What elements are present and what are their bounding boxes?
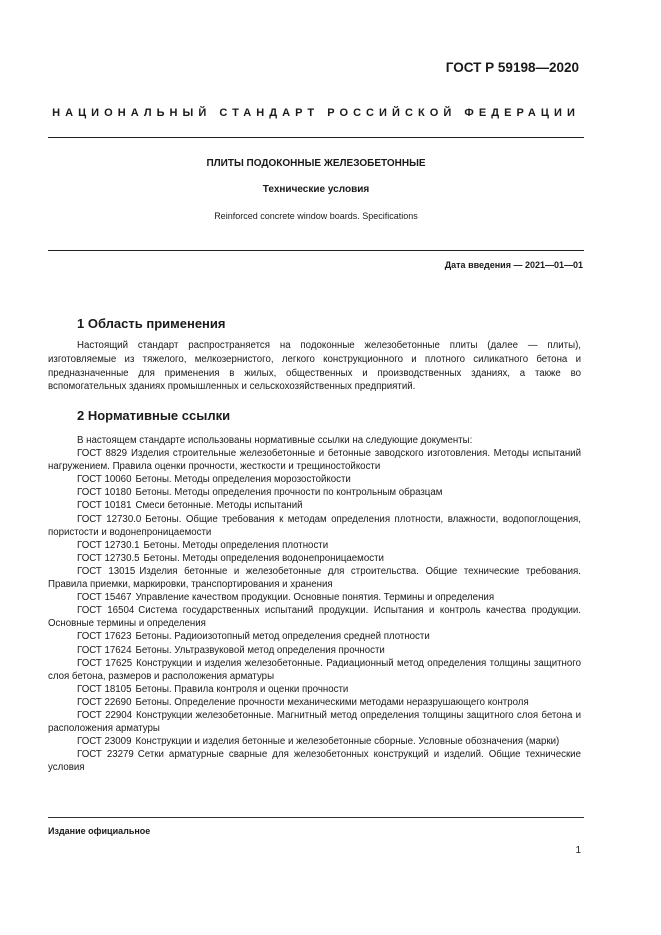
reference-title: Бетоны. Радиоизотопный метод определения средней плотности bbox=[135, 631, 430, 643]
page-number: 1 bbox=[575, 845, 581, 856]
reference-code: ГОСТ 22690 bbox=[77, 696, 132, 708]
reference-title: Бетоны. Общие требования к методам определения плотности, влажности, водопоглощения, пористости и водонепроницаемости bbox=[48, 513, 581, 538]
reference-item bbox=[48, 513, 581, 539]
reference-title: Смеси бетонные. Методы испытаний bbox=[135, 500, 303, 512]
reference-title: Сетки арматурные сварные для железобетонных конструкций и изделий. Общие технические условия bbox=[48, 749, 581, 774]
reference-item bbox=[48, 499, 581, 512]
standard-number: ГОСТ Р 59198—2020 bbox=[445, 60, 579, 75]
reference-code: ГОСТ 10181 bbox=[77, 500, 132, 512]
reference-item bbox=[48, 683, 581, 696]
section-1-text: Настоящий стандарт распространяется на подоконные железобетонные плиты (далее — плиты), изготовляемые из тяжелого, мелкозернистого, легкого конструкционного и плотного силикатного бетона и предназначенные для применения в жилых, общественных и производственных зданиях, а также во вспомогательных зданиях промышленных и сельскохозяйственных предприятий. bbox=[48, 340, 581, 393]
section-1-heading: 1 Область применения bbox=[77, 316, 226, 331]
document-title: ПЛИТЫ ПОДОКОННЫЕ ЖЕЛЕЗОБЕТОННЫЕ bbox=[206, 158, 426, 169]
national-standard-banner: НАЦИОНАЛЬНЫЙ СТАНДАРТ РОССИЙСКОЙ ФЕДЕРАЦИИ bbox=[52, 107, 580, 119]
document-subtitle: Технические условия bbox=[262, 184, 370, 195]
reference-title: Управление качеством продукции. Основные понятия. Термины и определения bbox=[135, 592, 495, 604]
reference-item bbox=[48, 657, 581, 683]
reference-title: Бетоны. Методы определения морозостойкости bbox=[135, 474, 351, 486]
reference-title: Конструкции железобетонные. Магнитный метод определения толщины защитного слоя бетона и расположения арматуры bbox=[48, 709, 582, 735]
reference-title: Бетоны. Определение прочности механическими методами неразрушающего контроля bbox=[135, 696, 529, 708]
reference-title: Конструкции и изделия бетонные и железобетонные сборные. Условные обозначения (марки) bbox=[135, 736, 560, 748]
reference-item bbox=[48, 735, 581, 748]
reference-code: ГОСТ 17623 bbox=[77, 631, 132, 643]
reference-title: Бетоны. Правила контроля и оценки прочности bbox=[135, 683, 349, 695]
reference-item bbox=[48, 565, 581, 591]
reference-item bbox=[48, 604, 581, 630]
introduction-date: Дата введения — 2021—01—01 bbox=[444, 260, 583, 270]
reference-code: ГОСТ 12730.1 bbox=[77, 539, 140, 551]
title-divider bbox=[48, 250, 584, 251]
reference-item bbox=[48, 591, 581, 604]
reference-item bbox=[48, 709, 581, 735]
reference-title: Изделия бетонные и железобетонные для строительства. Общие технические требования. Правила приемки, маркировки, транспортирования и хранения bbox=[48, 565, 581, 591]
reference-title: Конструкции и изделия железобетонные. Радиационный метод определения толщины защитного слоя бетона, размеров и расположения арматуры bbox=[48, 657, 581, 682]
reference-item bbox=[48, 644, 581, 657]
document-english-title: Reinforced concrete window boards. Specifications bbox=[214, 211, 418, 221]
reference-title: Бетоны. Методы определения плотности bbox=[143, 539, 329, 551]
reference-code: ГОСТ 10180 bbox=[77, 487, 132, 499]
reference-code: ГОСТ 15467 bbox=[77, 592, 132, 604]
reference-code: ГОСТ 23279 bbox=[77, 749, 134, 761]
reference-title: Бетоны. Методы определения водонепроницаемости bbox=[143, 552, 384, 564]
normative-references bbox=[48, 434, 581, 774]
section-2-heading: 2 Нормативные ссылки bbox=[77, 408, 231, 423]
references-intro: В настоящем стандарте использованы нормативные ссылки на следующие документы: bbox=[77, 435, 473, 446]
reference-item bbox=[48, 447, 581, 473]
reference-code: ГОСТ 16504 bbox=[77, 605, 135, 617]
top-divider bbox=[48, 137, 584, 138]
reference-item bbox=[48, 486, 581, 499]
reference-title: Изделия строительные железобетонные и бетонные заводского изготовления. Методы испытаний нагружением. Правила оценки прочности, жесткости и трещиностойкости bbox=[48, 448, 581, 473]
reference-code: ГОСТ 17624 bbox=[77, 644, 132, 656]
reference-item bbox=[48, 696, 581, 709]
reference-item bbox=[48, 552, 581, 565]
reference-code: ГОСТ 23009 bbox=[77, 736, 132, 748]
reference-code: ГОСТ 12730.0 bbox=[77, 513, 142, 525]
reference-item bbox=[48, 473, 581, 486]
reference-item bbox=[48, 539, 581, 552]
reference-code: ГОСТ 12730.5 bbox=[77, 552, 140, 564]
reference-title: Система государственных испытаний продукции. Испытания и контроль качества продукции. Основные термины и определения bbox=[48, 605, 581, 630]
reference-code: ГОСТ 18105 bbox=[77, 683, 132, 695]
official-edition-label: Издание официальное bbox=[48, 826, 151, 836]
reference-code: ГОСТ 22904 bbox=[77, 709, 133, 721]
reference-code: ГОСТ 13015 bbox=[77, 565, 136, 577]
reference-title: Бетоны. Методы определения прочности по контрольным образцам bbox=[135, 487, 443, 499]
reference-code: ГОСТ 8829 bbox=[77, 448, 128, 460]
reference-code: ГОСТ 17625 bbox=[77, 657, 133, 669]
reference-item bbox=[48, 630, 581, 643]
reference-list bbox=[48, 447, 581, 774]
footer-divider bbox=[48, 817, 584, 818]
reference-item bbox=[48, 748, 581, 774]
reference-title: Бетоны. Ультразвуковой метод определения прочности bbox=[135, 644, 385, 656]
reference-code: ГОСТ 10060 bbox=[77, 474, 132, 486]
